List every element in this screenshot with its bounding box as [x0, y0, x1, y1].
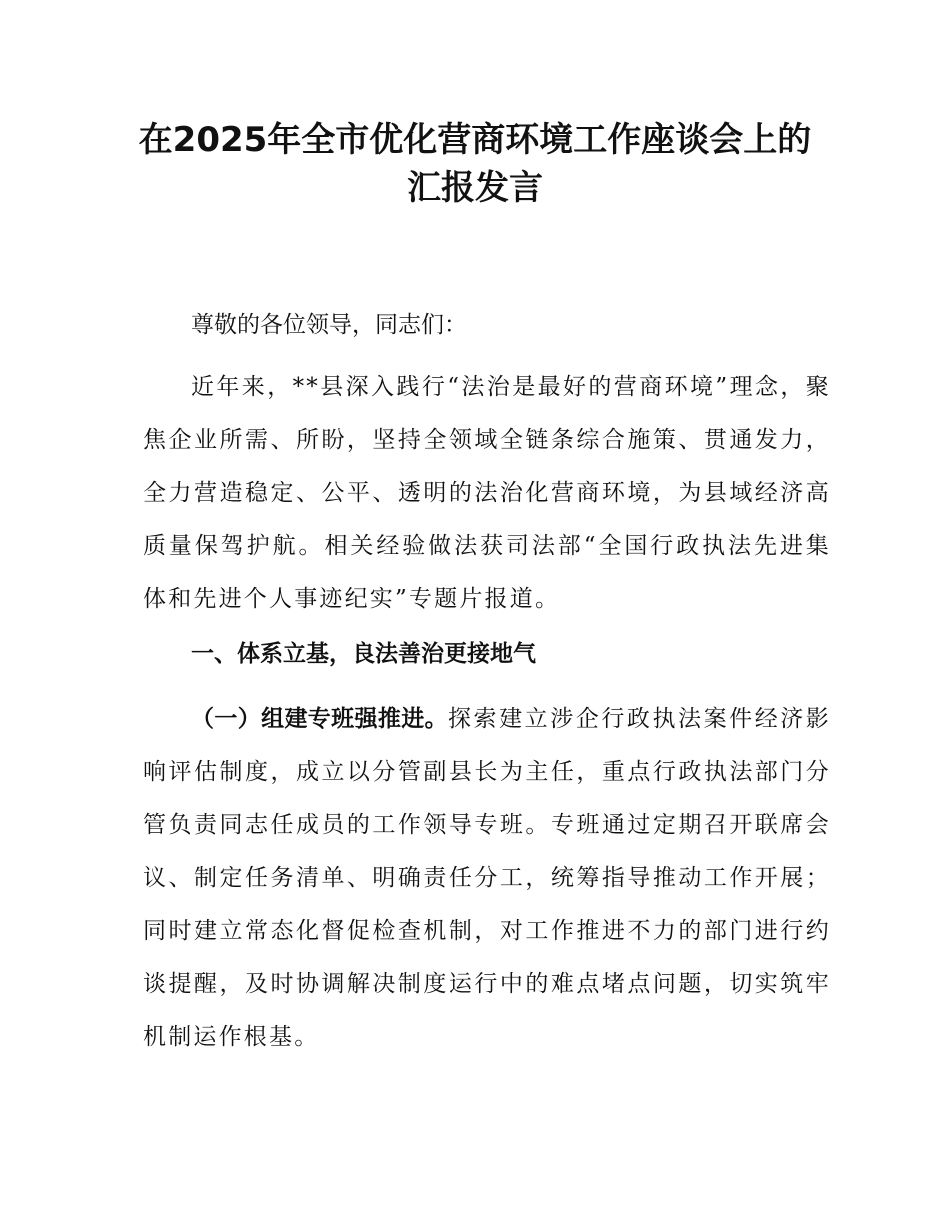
document-title-line-1: 在2025年全市优化营商环境工作座谈会上的: [138, 120, 812, 160]
subsection-body-1: 探索建立涉企行政执法案件经济影响评估制度，成立以分管副县长为主任，重点行政执法部门分管负责同志任成员的工作领导专班。专班通过定期召开联席会议、制定任务清单、明确责任分工，统筹指导推动工作开展；同时建立常态化督促检查机制，对工作推进不力的部门进行约谈提醒，及时协调解决制度运行中的难点堵点问题，切实筑牢机制运作根基。: [143, 706, 832, 1050]
salutation: 尊敬的各位领导，同志们：: [191, 312, 467, 338]
subsection-heading-1: （一）组建专班强推进。: [191, 706, 448, 732]
intro-paragraph: 近年来，**县深入践行“法治是最好的营商环境”理念，聚焦企业所需、所盼，坚持全领域全链条综合施策、贯通发力，全力营造稳定、公平、透明的法治化营商环境，为县域经济高质量保驾护航。相关经验做法获司法部“全国行政执法先进集体和先进个人事迹纪实”专题片报道。: [143, 374, 831, 612]
document-title-line-2: 汇报发言: [407, 168, 543, 208]
section-heading-1: 一、体系立基，良法善治更接地气: [191, 641, 536, 667]
subsection-paragraph-1: [143, 693, 831, 1064]
